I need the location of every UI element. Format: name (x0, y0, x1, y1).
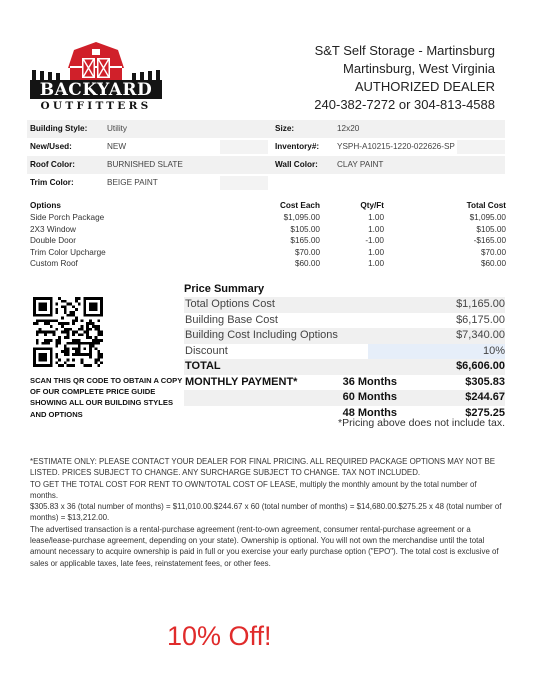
option-row (30, 212, 506, 224)
logo-line2: OUTFITTERS (40, 100, 152, 112)
payment-amount: $244.67 (465, 391, 505, 403)
size-value: 12x20 (337, 124, 360, 133)
monthly-payment-label: MONTHLY PAYMENT* (185, 375, 298, 388)
info-row (27, 138, 505, 156)
options-header-total: Total Cost (466, 201, 506, 210)
dealer-info (314, 42, 495, 114)
payment-term: 48 Months (342, 406, 397, 419)
disclaimer (30, 456, 506, 569)
summary-total-row (184, 359, 505, 375)
disclaimer-rental-terms: The advertised transaction is a rental-purchase agreement (rent-to-own agreement, consumer rental-purchase agreement or a lease/lease-purchase agreement, depending on your state). Ownership is optional. You will not own the merchandise until the total amount necessary to acquire ownership is paid in full or you exercise your early purchase option ("EPO"). The total cost is exclusive of sales or applicable taxes, late fees, reinstatement fees, or other fees. (30, 524, 499, 568)
payment-amount: $305.83 (465, 375, 505, 388)
summary-row-discount (184, 344, 505, 360)
option-total: $1,095.00 (469, 213, 506, 222)
options-header-cost: Cost Each (279, 201, 320, 210)
roof-color-label: Roof Color: (30, 160, 76, 169)
promo-text: 10% Off! (167, 621, 272, 651)
building-style-value: Utility (107, 124, 128, 133)
payment-term: 36 Months (342, 375, 397, 388)
option-total: $60.00 (480, 259, 506, 268)
dealer-location: Martinsburg, West Virginia (343, 61, 495, 76)
price-summary (184, 282, 505, 429)
info-row (27, 174, 505, 192)
disclaimer-calculations: $305.83 x 36 (total number of months) = $11,010.00.$244.67 x 60 (total number of months) = $14,680.00.$275.25 x 48 (total number of months) = $13,212.00. (30, 502, 502, 523)
cell-shade (457, 140, 505, 154)
trim-color-label: Trim Color: (30, 178, 74, 187)
wall-color-label: Wall Color: (275, 160, 318, 169)
option-total: $105.00 (476, 224, 506, 234)
summary-label: Discount (185, 344, 228, 357)
option-name: Trim Color Upcharge (30, 247, 106, 257)
option-name: Custom Roof (30, 259, 78, 268)
payment-term: 60 Months (342, 391, 397, 403)
payment-row (184, 390, 505, 406)
option-qty: 1.00 (368, 259, 384, 268)
option-cost: $165.00 (290, 236, 320, 245)
dealer-name: S&T Self Storage - Martinsburg (314, 43, 495, 58)
option-qty: 1.00 (368, 213, 384, 222)
option-cost: $60.00 (294, 259, 320, 268)
summary-row (184, 313, 505, 329)
summary-value: $6,175.00 (456, 313, 505, 326)
option-cost: $70.00 (294, 247, 320, 257)
option-total: $70.00 (480, 247, 506, 257)
summary-label: Building Cost Including Options (185, 329, 338, 341)
option-qty: -1.00 (365, 236, 384, 245)
logo-line1: BACKYARD (30, 80, 162, 99)
cell-shade (220, 176, 268, 190)
wall-color-value: CLAY PAINT (337, 160, 384, 169)
option-row (30, 224, 506, 236)
option-row (30, 247, 506, 259)
option-row (30, 258, 506, 270)
options-header-name: Options (30, 201, 61, 210)
tax-note: *Pricing above does not include tax. (338, 417, 505, 429)
option-cost: $105.00 (290, 224, 320, 234)
option-qty: 1.00 (368, 247, 384, 257)
summary-label: Building Base Cost (185, 313, 278, 326)
total-label: TOTAL (185, 360, 221, 372)
option-qty: 1.00 (368, 224, 384, 234)
info-row (27, 120, 505, 138)
summary-label: Total Options Cost (185, 298, 275, 310)
options-header-qty: Qty/Ft (360, 201, 384, 210)
summary-row (184, 328, 505, 344)
option-total: -$165.00 (473, 236, 506, 245)
new-used-label: New/Used: (30, 142, 72, 151)
options-table (30, 200, 506, 270)
dealer-status: AUTHORIZED DEALER (354, 79, 495, 94)
price-summary-title: Price Summary (184, 283, 265, 295)
option-name: Double Door (30, 236, 76, 245)
total-value: $6,606.00 (456, 360, 505, 372)
roof-color-value: BURNISHED SLATE (107, 160, 183, 169)
dealer-phone: 240-382-7272 or 304-813-4588 (314, 97, 495, 112)
qr-instructions: SCAN THIS QR CODE TO OBTAIN A COPY OF OUR COMPLETE PRICE GUIDE SHOWING ALL OUR BUILDING STYLES AND OPTIONS (30, 376, 183, 419)
option-cost: $1,095.00 (283, 213, 320, 222)
inventory-label: Inventory#: (275, 142, 320, 151)
size-label: Size: (275, 124, 295, 133)
summary-value: $1,165.00 (456, 298, 505, 310)
summary-value: $7,340.00 (456, 329, 505, 341)
summary-row (184, 297, 505, 313)
option-row (30, 235, 506, 247)
building-style-label: Building Style: (30, 124, 88, 133)
payment-amount: $275.25 (465, 406, 505, 419)
inventory-value: YSPH-A10215-1220-022626-SP (337, 142, 455, 151)
option-name: 2X3 Window (30, 224, 76, 234)
cell-shade (220, 140, 268, 154)
qr-code[interactable] (33, 297, 103, 367)
options-header (30, 200, 506, 212)
info-row (27, 156, 505, 174)
disclaimer-total-cost: TO GET THE TOTAL COST FOR RENT TO OWN/TOTAL COST OF LEASE, multiply the monthly amount by the total number of months. (30, 479, 477, 500)
trim-color-value: BEIGE PAINT (107, 178, 158, 187)
building-info-table (27, 120, 505, 192)
new-used-value: NEW (107, 142, 127, 151)
disclaimer-estimate: *ESTIMATE ONLY: PLEASE CONTACT YOUR DEALER FOR FINAL PRICING. ALL REQUIRED PACKAGE OPTIONS MAY NOT BE LISTED. PRICES SUBJECT TO CHANGE. ANY SURCHARGE SUBJECT TO CHANGE. TAX NOT INCLUDED. (30, 457, 496, 478)
option-name: Side Porch Package (30, 213, 105, 222)
logo-wordmark (30, 80, 162, 112)
payment-row (184, 375, 505, 391)
discount-value: 10% (482, 344, 505, 357)
